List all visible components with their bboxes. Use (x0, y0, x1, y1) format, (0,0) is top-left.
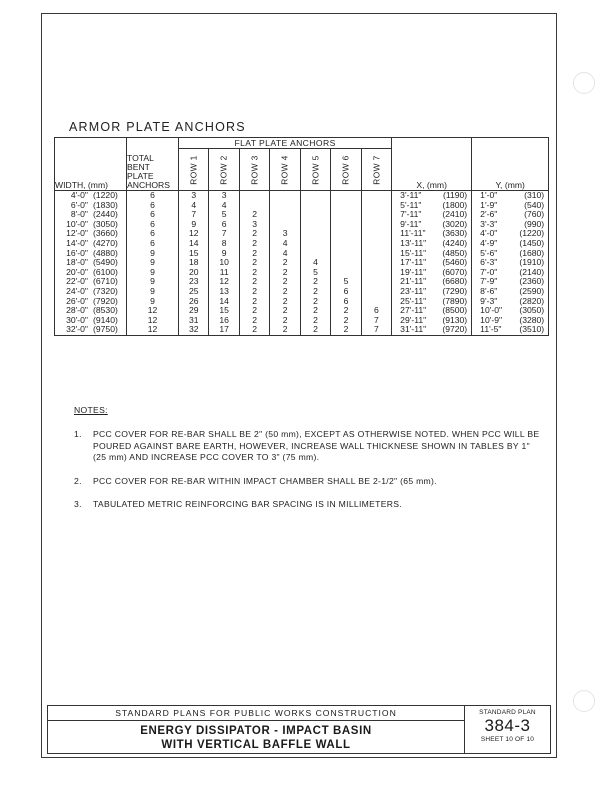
title-block (47, 705, 551, 754)
header-row-3: ROW 3 (239, 149, 269, 191)
table-body-row (55, 191, 549, 336)
header-x: X, (mm) (392, 138, 472, 191)
notes-section (74, 405, 544, 523)
column-row-7: 6 7 7 (361, 191, 391, 336)
header-width: WIDTH, (mm) (55, 138, 127, 191)
column-row-4: 3 4 4 2 2 2 2 2 2 2 2 (270, 191, 300, 336)
column-y: 1'-0" (310) 1'-9" (540) 2'-6" (760) 3'-3" (990) 4'-0" (1220) 4'-9" (1450) 5'-6" (1680) 6'-3" (1910) 7'-0" (2140) 7'-9" (2360) 8'-6" (2590) 9'-3" (2820) 10'-0" (3050) 10'-9" (3280) 11'-5" (3510) (472, 191, 549, 336)
header-row-2: ROW 2 (209, 149, 239, 191)
plan-number: 384-3 (484, 716, 531, 735)
column-row-1: 3 4 7 9 12 14 15 18 20 23 25 26 29 31 32 (179, 191, 209, 336)
agency-name: STANDARD PLANS FOR PUBLIC WORKS CONSTRUCTION (48, 706, 464, 721)
header-row-6: ROW 6 (331, 149, 361, 191)
standard-plan-label: STANDARD PLAN (479, 709, 536, 716)
sheet-number: SHEET 10 OF 10 (480, 736, 535, 743)
column-x: 3'-11" (1190) 5'-11" (1800) 7'-11" (2410) 9'-11" (3020) 11'-11" (3630) 13'-11" (4240) 15'-11" (4850) 17'-11" (5460) 19'-11" (6070) 21'-11" (6680) 23'-11" (7290) 25'-11" (7890) 27'-11" (8500) 29'-11" (9130) 31'-11" (9720) (392, 191, 472, 336)
punch-hole-bottom (573, 690, 595, 712)
header-y: Y, (mm) (472, 138, 549, 191)
header-flat-plate-anchors: FLAT PLATE ANCHORS (179, 138, 392, 149)
punch-hole-top (573, 72, 595, 94)
armor-plate-anchors-table (54, 137, 549, 336)
column-total-bent: 6 6 6 6 6 6 9 9 9 9 9 9 12 12 12 (127, 191, 179, 336)
header-row-4: ROW 4 (270, 149, 300, 191)
note-3: 3. TABULATED METRIC REINFORCING BAR SPACING IS IN MILLIMETERS. (74, 499, 402, 509)
header-row-1: ROW 1 (179, 149, 209, 191)
notes-title: NOTES: (74, 405, 108, 415)
note-2: 2. PCC COVER FOR RE-BAR WITHIN IMPACT CHAMBER SHALL BE 2-1/2" (65 mm). (74, 475, 437, 486)
column-width: 4'-0" (1220) 6'-0" (1830) 8'-0" (2440) 10'-0" (3050) 12'-0" (3660) 14'-0" (4270) 16'-0" (4880) 18'-0" (5490) 20'-0" (6100) 22'-0" (6710) 24'-0" (7320) 26'-0" (7920) 28'-0" (8530) 30'-0" (9140) 32'-0" (9750) (55, 191, 127, 336)
note-1: 1. PCC COVER FOR RE-BAR SHALL BE 2" (50 mm), EXCEPT AS OTHERWISE NOTED. WHEN PCC WILL BE POURED AGAINST BARE EARTH, HOWEVER, INCREASE WALL THICKNESE SHOWN IN TABLES BY 1" (25 mm) AND INCREASE PCC COVER TO 3" (75 mm). (74, 429, 540, 462)
drawing-title: ENERGY DISSIPATOR - IMPACT BASIN WITH VERTICAL BAFFLE WALL (140, 725, 372, 751)
column-row-6: 5 6 6 2 2 2 (331, 191, 361, 336)
column-row-3: 2 3 2 2 2 2 2 2 2 2 2 2 2 (239, 191, 269, 336)
header-row-5: ROW 5 (300, 149, 330, 191)
header-row-7: ROW 7 (361, 149, 391, 191)
column-row-5: 4 5 2 2 2 2 2 2 (300, 191, 330, 336)
column-row-2: 3 4 5 6 7 8 9 10 11 12 13 14 15 16 17 (209, 191, 239, 336)
header-total-bent: TOTAL BENT PLATE ANCHORS (127, 138, 179, 191)
table-title: ARMOR PLATE ANCHORS (69, 120, 246, 134)
